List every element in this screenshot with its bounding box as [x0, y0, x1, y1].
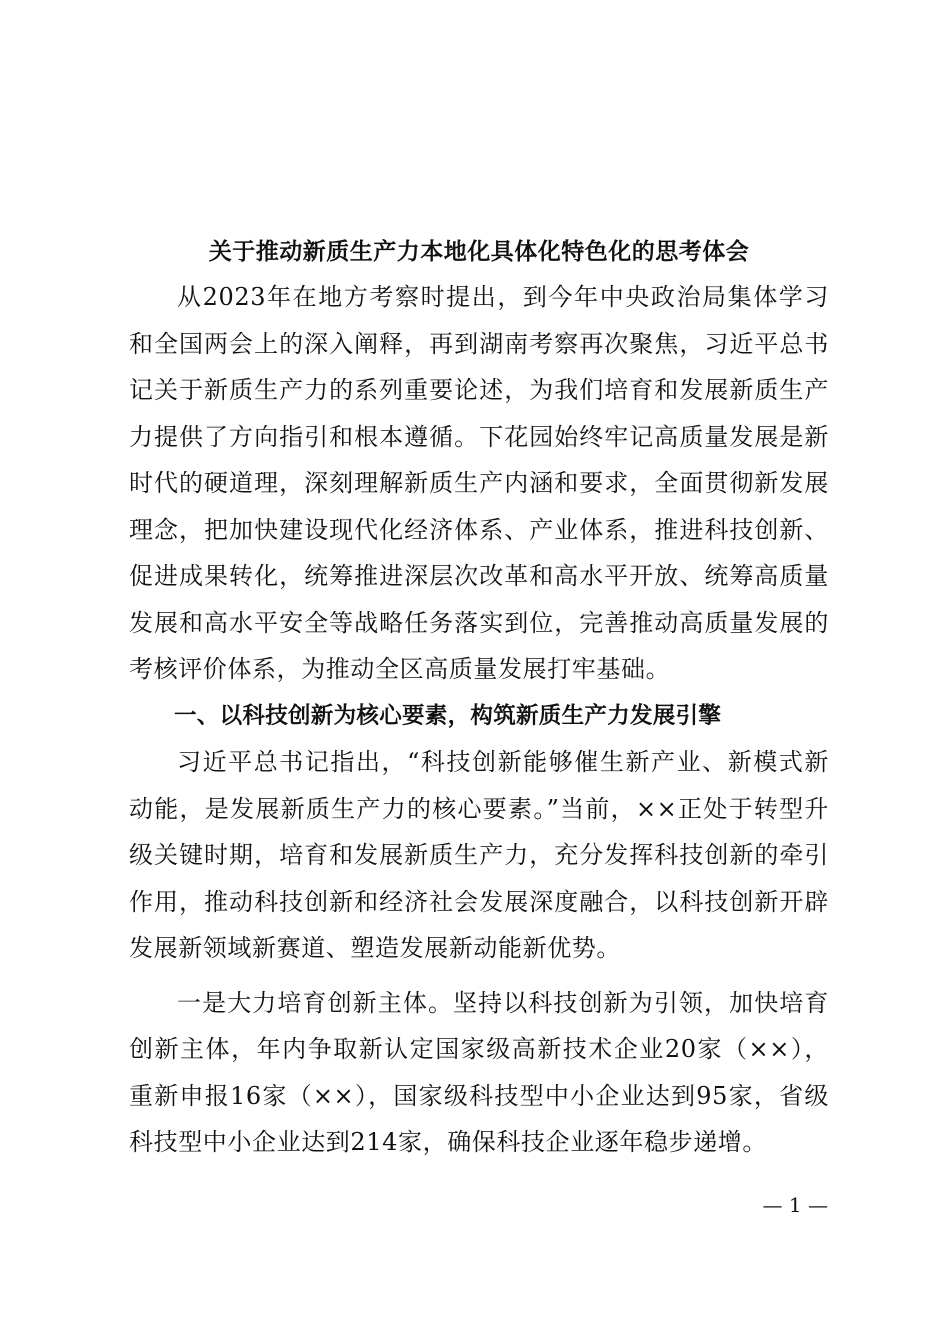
section-heading: 一、以科技创新为核心要素，构筑新质生产力发展引擎: [174, 702, 722, 729]
document-title: 关于推动新质生产力本地化具体化特色化的思考体会: [208, 238, 750, 265]
section-paragraph: 习近平总书记指出，“科技创新能够催生新产业、新模式新动能，是发展新质生产力的核心要素。”当前，××正处于转型升级关键时期，培育和发展新质生产力，充分发挥科技创新的牵引作用，推动科技创新和经济社会发展深度融合，以科技创新开辟发展新领域新赛道、塑造发展新动能新优势。: [129, 748, 829, 962]
paragraph-gap: [129, 972, 829, 980]
intro-paragraph: 从2023年在地方考察时提出，到今年中央政治局集体学习和全国两会上的深入阐释，再到湖南考察再次聚焦，习近平总书记关于新质生产力的系列重要论述，为我们培育和发展新质生产力提供了方向指引和根本遵循。下花园始终牢记高质量发展是新时代的硬道理，深刻理解新质生产内涵和要求，全面贯彻新发展理念，把加快建设现代化经济体系、产业体系，推进科技创新、促进成果转化，统筹推进深层次改革和高水平开放、统筹高质量发展和高水平安全等战略任务落实到位，完善推动高质量发展的考核评价体系，为推动全区高质量发展打牢基础。: [129, 283, 829, 683]
document-body: [129, 230, 829, 1166]
point-paragraph: 一是大力培育创新主体。坚持以科技创新为引领，加快培育创新主体，年内争取新认定国家级高新技术企业20家（××），重新申报16家（××），国家级科技型中小企业达到95家，省级科技型中小企业达到214家，确保科技企业逐年稳步递增。: [129, 988, 829, 1156]
page-number: — 1 —: [762, 1193, 828, 1217]
